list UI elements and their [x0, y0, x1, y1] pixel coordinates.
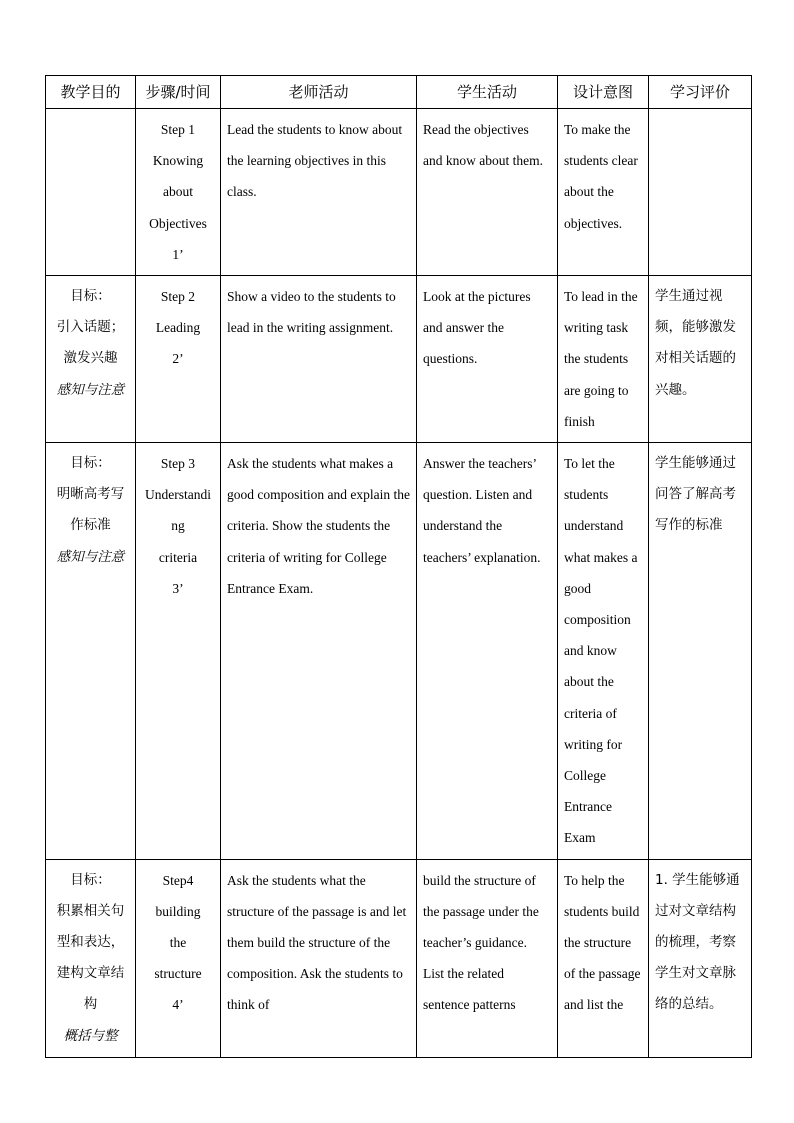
- header-student-activity: 学生活动: [417, 76, 558, 109]
- header-teaching-goal: 教学目的: [46, 76, 136, 109]
- table-row: [46, 109, 752, 276]
- header-teacher-activity: 老师活动: [221, 76, 417, 109]
- step-line: Step4: [162, 872, 194, 888]
- goal-cell: [46, 443, 136, 860]
- teacher-activity-cell: Ask the students what the structure of the passage is and let them build the structure of the composition. Ask the students to think of: [221, 859, 417, 1057]
- step-line: the: [169, 935, 187, 951]
- header-learning-evaluation: 学习评价: [649, 76, 752, 109]
- goal-label: 目标：: [70, 455, 111, 472]
- step-cell: [136, 276, 221, 443]
- student-activity-cell: Look at the pictures and answer the questions.: [417, 276, 558, 443]
- step-line: 2’: [172, 351, 184, 367]
- teacher-activity-cell: Ask the students what makes a good composition and explain the criteria. Show the students the criteria of writing for College Entrance Exam.: [221, 443, 417, 860]
- design-intent-cell: To let the students understand what makes a good composition and know about the criteria of writing for College Entrance Exam: [558, 443, 649, 860]
- header-design-intent: 设计意图: [558, 76, 649, 109]
- evaluation-cell: 1. 学生能够通过对文章结构的梳理，考察学生对文章脉络的总结。: [649, 859, 752, 1057]
- step-line: Step 2: [160, 289, 196, 305]
- lesson-plan-table: [45, 75, 752, 1058]
- header-row: [46, 76, 752, 109]
- student-activity-cell: Answer the teachers’ question. Listen and understand the teachers’ explanation.: [417, 443, 558, 860]
- header-step-time: 步骤/时间: [136, 76, 221, 109]
- goal-cell: [46, 109, 136, 276]
- step-line: criteria: [158, 549, 198, 565]
- step-line: Step 3: [160, 456, 196, 472]
- student-activity-cell: build the structure of the passage under the teacher’s guidance. List the related sentence patterns: [417, 859, 558, 1057]
- step-cell: [136, 109, 221, 276]
- step-line: 1’: [172, 246, 184, 262]
- goal-label: 目标：: [70, 871, 111, 888]
- teacher-activity-cell: Lead the students to know about the learning objectives in this class.: [221, 109, 417, 276]
- evaluation-cell: 学生通过视频，能够激发对相关话题的兴趣。: [649, 276, 752, 443]
- step-line: 4’: [172, 997, 184, 1013]
- step-line: Leading: [155, 320, 201, 336]
- goal-text: 引入话题；激发兴趣: [56, 319, 125, 367]
- goal-keyword: 感知与注意: [56, 548, 125, 565]
- goal-keyword: 概括与整: [63, 1027, 118, 1044]
- step-line: Objectives: [149, 215, 207, 231]
- goal-text: 积累相关句型和表达，建构文章结构: [56, 902, 125, 1013]
- goal-keyword: 感知与注意: [56, 381, 125, 398]
- evaluation-cell: [649, 109, 752, 276]
- step-line: structure: [154, 966, 202, 982]
- goal-cell: [46, 276, 136, 443]
- design-intent-cell: To help the students build the structure of the passage and list the: [558, 859, 649, 1057]
- table-row: [46, 859, 752, 1057]
- goal-text: 明晰高考写作标准: [56, 486, 125, 534]
- step-line: building: [155, 903, 201, 919]
- goal-label: 目标：: [70, 288, 111, 305]
- step-line: Understanding: [145, 487, 211, 534]
- step-line: 3’: [172, 580, 184, 596]
- design-intent-cell: To make the students clear about the objectives.: [558, 109, 649, 276]
- goal-cell: [46, 859, 136, 1057]
- step-line: Knowing: [152, 153, 204, 169]
- step-cell: [136, 859, 221, 1057]
- teacher-activity-cell: Show a video to the students to lead in the writing assignment.: [221, 276, 417, 443]
- table-row: [46, 276, 752, 443]
- step-cell: [136, 443, 221, 860]
- student-activity-cell: Read the objectives and know about them.: [417, 109, 558, 276]
- table-row: [46, 443, 752, 860]
- design-intent-cell: To lead in the writing task the students are going to finish: [558, 276, 649, 443]
- evaluation-cell: 学生能够通过问答了解高考写作的标准: [649, 443, 752, 860]
- step-line: Step 1: [160, 122, 196, 137]
- step-line: about: [163, 184, 193, 200]
